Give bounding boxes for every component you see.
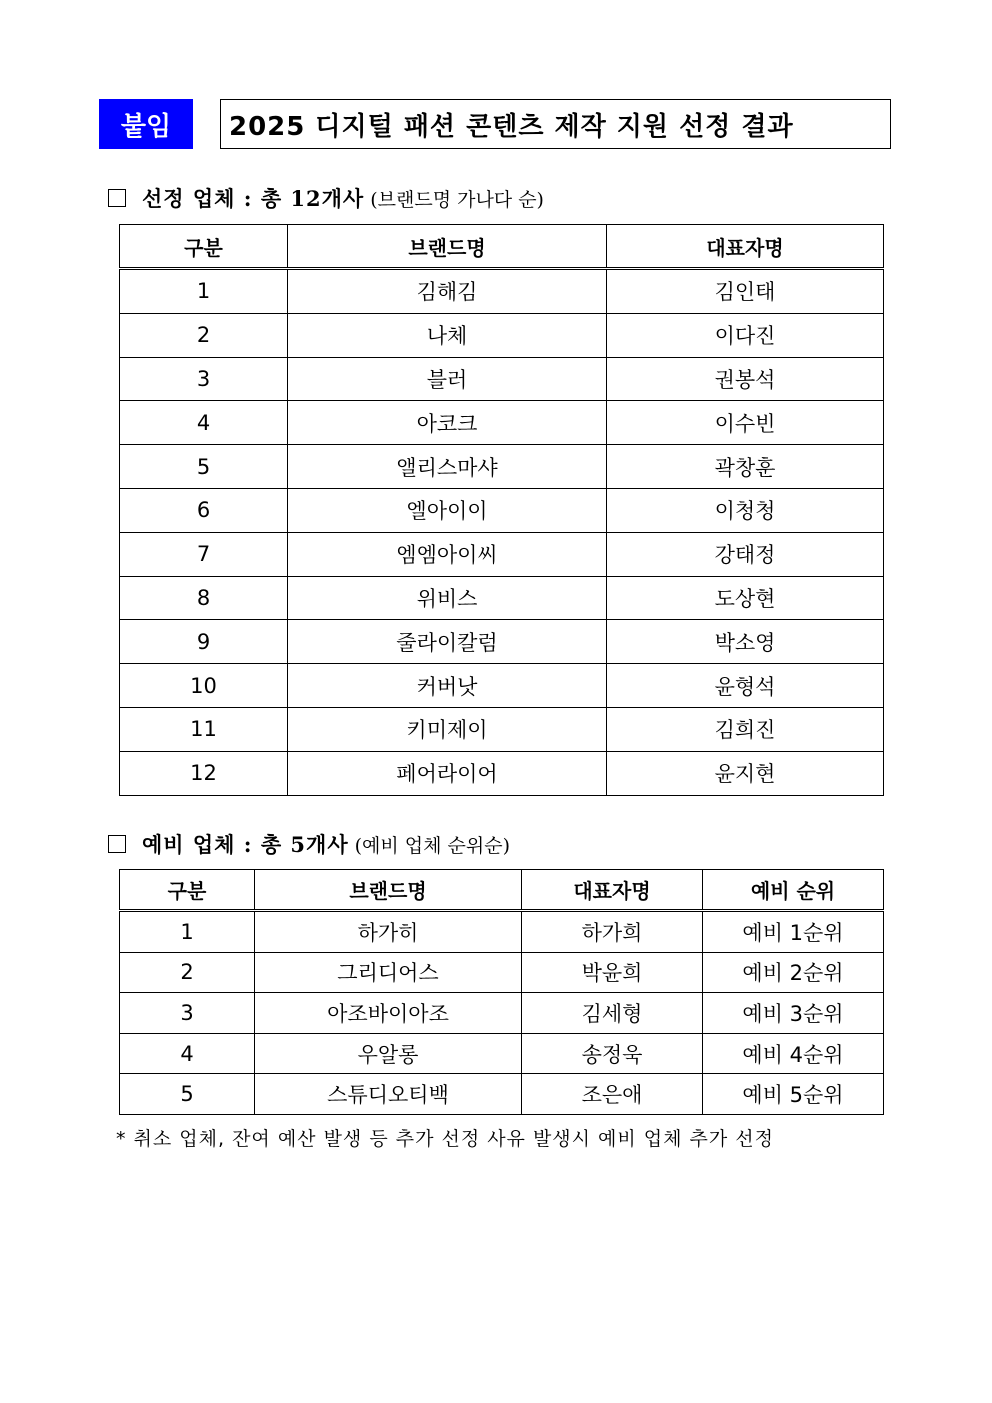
table-cell: 김해김 — [288, 269, 607, 314]
table-cell: 아코크 — [288, 401, 607, 445]
table-cell: 2 — [120, 313, 288, 357]
table-cell: 3 — [120, 993, 255, 1034]
table-cell: 커버낫 — [288, 664, 607, 708]
table-header-row — [120, 870, 884, 911]
header-cell: 대표자명 — [607, 225, 884, 269]
table-row — [120, 269, 884, 314]
table-cell: 나체 — [288, 313, 607, 357]
table-cell: 12 — [120, 751, 288, 795]
table-cell: 아조바이아조 — [255, 993, 522, 1034]
table-row — [120, 707, 884, 751]
table-cell: 곽창훈 — [607, 445, 884, 489]
table-cell: 스튜디오티백 — [255, 1074, 522, 1115]
table-cell: 7 — [120, 532, 288, 576]
table-row — [120, 952, 884, 993]
table-cell: 조은애 — [522, 1074, 703, 1115]
table-cell: 페어라이어 — [288, 751, 607, 795]
table-cell: 그리디어스 — [255, 952, 522, 993]
table-row — [120, 445, 884, 489]
table-cell: 김세형 — [522, 993, 703, 1034]
table-cell: 2 — [120, 952, 255, 993]
table-cell: 우알롱 — [255, 1033, 522, 1074]
table-cell: 위비스 — [288, 576, 607, 620]
header-cell: 예비 순위 — [703, 870, 884, 911]
table-cell: 1 — [120, 911, 255, 953]
table-cell: 예비 1순위 — [703, 911, 884, 953]
table-cell: 엠엠아이씨 — [288, 532, 607, 576]
table-cell: 예비 5순위 — [703, 1074, 884, 1115]
table-row — [120, 532, 884, 576]
table-cell: 박윤희 — [522, 952, 703, 993]
header-cell: 구분 — [120, 870, 255, 911]
table-row — [120, 357, 884, 401]
table-row — [120, 1033, 884, 1074]
header-cell: 브랜드명 — [288, 225, 607, 269]
table-cell: 블러 — [288, 357, 607, 401]
checkbox-square-icon — [108, 189, 126, 207]
table-row — [120, 401, 884, 445]
table-row — [120, 488, 884, 532]
table-cell: 4 — [120, 1033, 255, 1074]
table-row — [120, 1074, 884, 1115]
table-cell: 김인태 — [607, 269, 884, 314]
table-cell: 5 — [120, 445, 288, 489]
reserve-heading-note: (예비 업체 순위순) — [354, 834, 510, 857]
table-cell: 4 — [120, 401, 288, 445]
table-cell: 윤형석 — [607, 664, 884, 708]
selected-companies-table — [119, 224, 884, 796]
table-cell: 9 — [120, 620, 288, 664]
table-cell: 박소영 — [607, 620, 884, 664]
table-cell: 1 — [120, 269, 288, 314]
header-cell: 브랜드명 — [255, 870, 522, 911]
table-cell: 이다진 — [607, 313, 884, 357]
table-cell: 줄라이칼럼 — [288, 620, 607, 664]
table-cell: 엘아이이 — [288, 488, 607, 532]
table-row — [120, 993, 884, 1034]
table-cell: 하가희 — [522, 911, 703, 953]
table-cell: 3 — [120, 357, 288, 401]
table-cell: 예비 2순위 — [703, 952, 884, 993]
table-row — [120, 751, 884, 795]
table-row — [120, 313, 884, 357]
table-cell: 이청청 — [607, 488, 884, 532]
checkbox-square-icon — [108, 835, 126, 853]
footnote: * 취소 업체, 잔여 예산 발생 등 추가 선정 사유 발생시 예비 업체 추가 선정 — [116, 1128, 775, 1150]
table-cell: 예비 4순위 — [703, 1033, 884, 1074]
table-cell: 10 — [120, 664, 288, 708]
table-cell: 도상현 — [607, 576, 884, 620]
table-cell: 이수빈 — [607, 401, 884, 445]
table-row — [120, 576, 884, 620]
table-cell: 6 — [120, 488, 288, 532]
title-row — [99, 99, 891, 149]
table-header-row — [120, 225, 884, 269]
selected-heading-text: 선정 업체 : 총 12개사 — [142, 186, 365, 211]
reserve-section-heading — [108, 829, 510, 859]
selected-heading-note: (브랜드명 가나다 순) — [370, 188, 544, 211]
header-cell: 구분 — [120, 225, 288, 269]
table-cell: 강태정 — [607, 532, 884, 576]
attachment-badge: 붙임 — [99, 99, 193, 149]
table-cell: 8 — [120, 576, 288, 620]
reserve-heading-text: 예비 업체 : 총 5개사 — [142, 832, 349, 857]
table-cell: 예비 3순위 — [703, 993, 884, 1034]
table-cell: 앨리스마샤 — [288, 445, 607, 489]
table-row — [120, 911, 884, 953]
header-cell: 대표자명 — [522, 870, 703, 911]
table-row — [120, 664, 884, 708]
document-title: 2025 디지털 패션 콘텐츠 제작 지원 선정 결과 — [220, 99, 891, 149]
table-cell: 키미제이 — [288, 707, 607, 751]
table-cell: 하가히 — [255, 911, 522, 953]
reserve-companies-table — [119, 869, 884, 1115]
table-cell: 윤지현 — [607, 751, 884, 795]
table-cell: 김희진 — [607, 707, 884, 751]
table-cell: 권봉석 — [607, 357, 884, 401]
table-cell: 5 — [120, 1074, 255, 1115]
table-cell: 11 — [120, 707, 288, 751]
table-row — [120, 620, 884, 664]
table-cell: 송정욱 — [522, 1033, 703, 1074]
selected-section-heading — [108, 183, 544, 213]
